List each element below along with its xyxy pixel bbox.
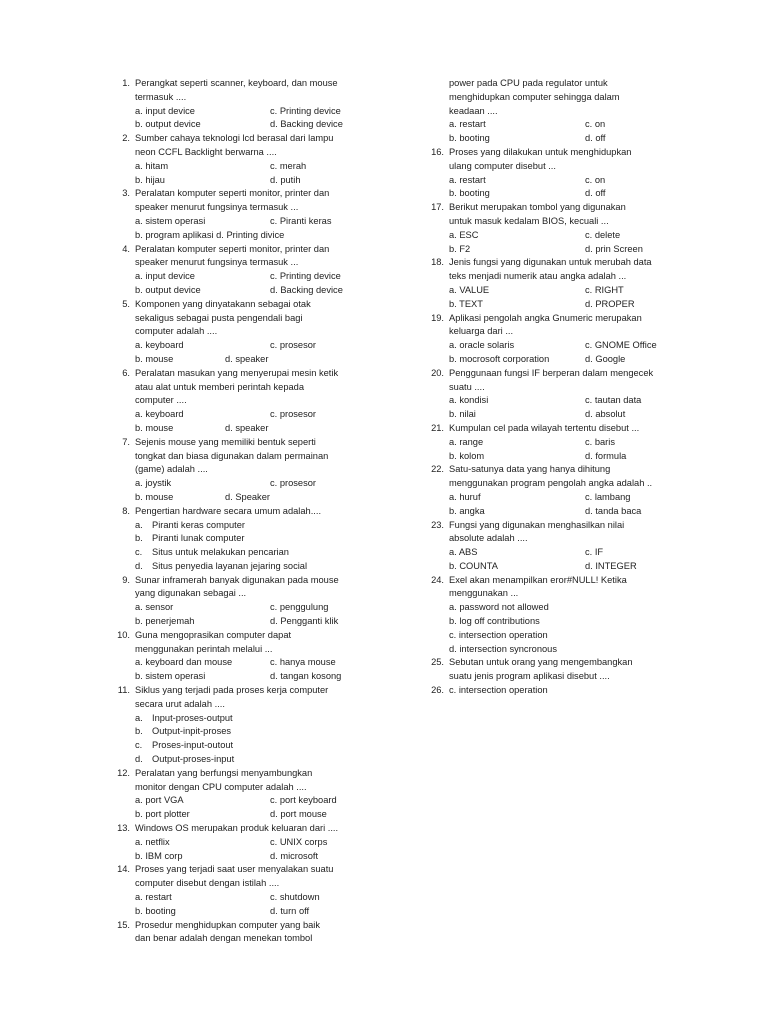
answer-option: d. microsoft	[270, 850, 319, 861]
answer-options	[135, 160, 391, 188]
question-item	[420, 422, 710, 463]
question-number: 21.	[431, 422, 444, 433]
answer-options	[449, 229, 710, 257]
answer-option: c. shutdown	[270, 892, 320, 903]
question-number: 19.	[431, 312, 444, 323]
question-text: Siklus yang terjadi pada proses kerja computer secara urut adalah ....	[135, 685, 329, 709]
answer-option: d. intersection syncronous	[449, 643, 558, 654]
question-number: 12.	[117, 767, 130, 778]
question-text: Perangkat seperti scanner, keyboard, dan mouse termasuk ....	[135, 78, 338, 102]
answer-option-line: b. program aplikasi d. Printing divice	[135, 229, 285, 240]
question-text: Peralatan masukan yang menyerupai mesin ketik atau alat untuk memberi perintah kepada computer ....	[135, 367, 339, 406]
option-letter: b.	[135, 726, 143, 737]
question-item	[420, 574, 710, 657]
answer-option: c. lambang	[585, 491, 631, 502]
question-item	[420, 367, 710, 422]
answer-option: d. Backing device	[270, 284, 343, 295]
answer-option: b. booting	[135, 905, 176, 916]
answer-option: c. port keyboard	[270, 795, 337, 806]
answer-option	[135, 739, 391, 753]
answer-option: a. sensor	[135, 602, 174, 613]
option-text: Proses-input-outout	[152, 740, 234, 751]
answer-option: b. mouse	[135, 491, 174, 502]
option-letter: c.	[135, 740, 143, 751]
question-text: Berikut merupakan tombol yang digunakan untuk masuk kedalam BIOS, kecuali ...	[449, 202, 626, 226]
question-item	[106, 684, 391, 767]
question-item	[106, 919, 391, 947]
question-text: c. intersection operation	[449, 685, 548, 696]
question-text: Pengertian hardware secara umum adalah....	[135, 505, 322, 516]
answer-option: a. password not allowed	[449, 602, 549, 613]
question-number: 10.	[117, 629, 130, 640]
answer-option: b. kolom	[449, 450, 485, 461]
answer-options	[135, 891, 391, 919]
answer-option: d. off	[585, 188, 606, 199]
answer-option: d. PROPER	[585, 298, 635, 309]
answer-option: d. Speaker	[225, 491, 270, 502]
answer-option: b. sistem operasi	[135, 671, 206, 682]
answer-option: c. IF	[585, 547, 604, 558]
answer-options	[449, 339, 710, 367]
answer-option: b. output device	[135, 284, 201, 295]
answer-option: b. mouse	[135, 353, 174, 364]
question-number: 22.	[431, 464, 444, 475]
answer-option: b. COUNTA	[449, 560, 498, 571]
option-text: Piranti lunak computer	[152, 533, 245, 544]
answer-option: a. port VGA	[135, 795, 184, 806]
answer-options	[449, 118, 710, 146]
answer-options	[135, 836, 391, 864]
question-text: Peralatan komputer seperti monitor, printer dan speaker menurut fungsinya termasuk ...	[135, 243, 330, 268]
option-letter: d.	[135, 560, 143, 571]
answer-option: a. oracle solaris	[449, 340, 515, 351]
answer-option: d. prin Screen	[585, 243, 643, 254]
question-text: Exel akan menampilkan eror#NULL! Ketika menggunakan ...	[449, 574, 627, 599]
question-item	[420, 656, 710, 684]
question-number: 1.	[122, 78, 130, 88]
question-text: Prosedur menghidupkan computer yang baik dan benar adalah dengan menekan tombol	[135, 919, 321, 944]
answer-option	[135, 712, 391, 726]
question-item	[420, 201, 710, 256]
answer-option	[135, 725, 391, 739]
question-item	[106, 77, 391, 132]
answer-option: d. formula	[585, 450, 627, 461]
question-text: Sunar inframerah banyak digunakan pada mouse yang digunakan sebagai ...	[135, 574, 339, 599]
question-number: 3.	[122, 188, 130, 199]
answer-option: d. turn off	[270, 905, 310, 916]
answer-options	[135, 601, 391, 629]
answer-option: a. input device	[135, 105, 195, 116]
answer-option: d. INTEGER	[585, 560, 637, 571]
answer-option: d. speaker	[225, 353, 269, 364]
answer-option	[135, 519, 391, 533]
question-number: 14.	[117, 864, 130, 875]
answer-options	[449, 436, 710, 464]
answer-options	[135, 215, 391, 229]
question-text: Sebutan untuk orang yang mengembangkan suatu jenis program aplikasi disebut ....	[449, 657, 633, 682]
question-item	[420, 684, 710, 698]
question-item	[106, 243, 391, 298]
question-number: 17.	[431, 202, 444, 213]
answer-option: d. off	[585, 133, 606, 144]
answer-option: d. Google	[585, 353, 626, 364]
answer-option: c. Printing device	[270, 105, 341, 116]
question-item	[420, 256, 710, 311]
question-item	[106, 863, 391, 918]
answer-option: a. restart	[449, 174, 486, 185]
question-number: 16.	[431, 146, 444, 157]
answer-option: d. port mouse	[270, 809, 327, 820]
answer-option: b. TEXT	[449, 298, 483, 309]
answer-option: c. prosesor	[270, 478, 316, 489]
answer-options	[449, 284, 710, 312]
answer-option: a. ESC	[449, 229, 479, 240]
answer-option: a. keyboard dan mouse	[135, 657, 233, 668]
right-column	[420, 77, 710, 698]
answer-option: c. GNOME Office	[585, 340, 657, 351]
answer-option: c. prosesor	[270, 340, 316, 351]
answer-option: c. merah	[270, 160, 307, 171]
question-text: Peralatan komputer seperti monitor, printer dan speaker menurut fungsinya termasuk ...	[135, 188, 330, 213]
answer-option	[135, 532, 391, 546]
question-number: 18.	[431, 257, 444, 268]
question-number: 6.	[122, 367, 130, 378]
question-number: 15.	[117, 919, 130, 930]
answer-options	[135, 491, 391, 505]
answer-options	[135, 105, 391, 133]
question-item	[106, 505, 391, 574]
answer-options	[449, 174, 710, 202]
option-text: Situs penyedia layanan jejaring social	[152, 560, 308, 571]
question-text: Kumpulan cel pada wilayah tertentu disebut ...	[449, 422, 640, 433]
answer-options	[135, 477, 391, 491]
answer-option: a. netflix	[135, 836, 170, 847]
option-letter: a.	[135, 712, 143, 723]
question-item	[106, 629, 391, 684]
option-letter: d.	[135, 754, 143, 765]
answer-options	[135, 656, 391, 684]
answer-option: b. booting	[449, 188, 490, 199]
question-item	[420, 519, 710, 574]
answer-option: a. keyboard	[135, 409, 184, 420]
option-text: Piranti keras computer	[152, 519, 246, 530]
answer-options	[135, 353, 391, 367]
answer-options	[135, 422, 391, 436]
question-text: Penggunaan fungsi IF berperan dalam mengecek suatu ....	[449, 367, 654, 392]
answer-options	[449, 394, 710, 422]
answer-options	[135, 794, 391, 822]
answer-option: d. speaker	[225, 422, 269, 433]
question-number: 13.	[117, 823, 130, 834]
answer-option: c. on	[585, 119, 606, 130]
answer-option	[135, 546, 391, 560]
question-item	[106, 767, 391, 822]
question-text: Jenis fungsi yang digunakan untuk merubah data teks menjadi numerik atau angka adalah ...	[449, 257, 652, 282]
answer-option-list	[135, 712, 391, 767]
answer-option: b. F2	[449, 243, 471, 254]
question-number: 23.	[431, 519, 444, 530]
answer-options	[449, 491, 710, 519]
question-item	[106, 822, 391, 863]
answer-option: c. Printing device	[270, 271, 341, 282]
question-text: Komponen yang dinyatakann sebagai otak sekaligus sebagai pusta pengendali bagi computer adalah ....	[135, 298, 311, 337]
answer-option: c. RIGHT	[585, 284, 624, 295]
question-item	[106, 187, 391, 242]
answer-option: c. tautan data	[585, 395, 642, 406]
question-number: 26.	[431, 685, 444, 696]
answer-option: b. mocrosoft corporation	[449, 353, 550, 364]
answer-option: d. tangan kosong	[270, 671, 342, 682]
question-item	[106, 436, 391, 505]
question-number: 5.	[122, 298, 130, 309]
answer-option: a. keyboard	[135, 340, 184, 351]
question-number: 8.	[122, 505, 130, 516]
question-text: Proses yang dilakukan untuk menghidupkan ulang computer disebut ...	[449, 146, 632, 171]
answer-option: a. restart	[449, 119, 486, 130]
question-text: Sejenis mouse yang memiliki bentuk seperti tongkat dan biasa digunakan dalam permainan (game) adalah ....	[135, 436, 329, 475]
answer-option	[135, 753, 391, 767]
question-continuation	[420, 77, 710, 146]
answer-option: c. Piranti keras	[270, 215, 332, 226]
question-number: 24.	[431, 574, 444, 585]
answer-option: a. ABS	[449, 547, 478, 558]
answer-option: c. on	[585, 174, 606, 185]
question-text: Aplikasi pengolah angka Gnumeric merupakan keluarga dari ...	[449, 312, 642, 337]
answer-option: b. angka	[449, 505, 485, 516]
option-text: Input-proses-output	[152, 712, 233, 723]
question-number: 7.	[122, 436, 130, 447]
answer-option: a. sistem operasi	[135, 215, 206, 226]
question-text: power pada CPU pada regulator untuk menghidupkan computer sehingga dalam keadaan ....	[449, 78, 620, 116]
answer-options	[135, 408, 391, 422]
question-number: 11.	[117, 685, 130, 696]
option-text: Output-inpit-proses	[152, 726, 232, 737]
question-item	[420, 463, 710, 518]
answer-option: c. baris	[585, 436, 615, 447]
question-item	[106, 132, 391, 187]
answer-option: b. hijau	[135, 174, 165, 185]
option-letter: c.	[135, 547, 143, 558]
answer-option: b. port plotter	[135, 809, 190, 820]
answer-option: c. hanya mouse	[270, 657, 336, 668]
answer-option: a. restart	[135, 892, 172, 903]
answer-option	[135, 560, 391, 574]
answer-option: b. IBM corp	[135, 850, 183, 861]
answer-options	[449, 546, 710, 574]
question-number: 20.	[431, 367, 444, 378]
answer-option: a. VALUE	[449, 284, 490, 295]
answer-option: b. booting	[449, 133, 490, 144]
question-text: Windows OS merupakan produk keluaran dari ....	[135, 823, 339, 834]
option-text: Situs untuk melakukan pencarian	[152, 547, 289, 558]
question-text: Guna mengoprasikan computer dapat menggunakan perintah melalui ...	[135, 629, 292, 654]
question-text: Sumber cahaya teknologi lcd berasal dari lampu neon CCFL Backlight berwarna ....	[135, 133, 334, 157]
answer-option: d. Backing device	[270, 119, 343, 130]
answer-option: b. log off contributions	[449, 616, 540, 627]
question-number: 25.	[431, 657, 444, 668]
answer-options	[135, 339, 391, 353]
answer-option: a. input device	[135, 271, 195, 282]
question-item	[106, 298, 391, 367]
option-text: Output-proses-input	[152, 754, 235, 765]
option-letter: b.	[135, 533, 143, 544]
option-letter: a.	[135, 519, 143, 530]
answer-option: c. intersection operation	[449, 629, 548, 640]
answer-option: c. prosesor	[270, 409, 316, 420]
question-item	[106, 367, 391, 436]
answer-option: d. tanda baca	[585, 505, 642, 516]
question-item	[420, 146, 710, 201]
question-text: Fungsi yang digunakan menghasilkan nilai absolute adalah ....	[449, 519, 625, 544]
question-text: Satu-satunya data yang hanya dihitung menggunakan program pengolah angka adalah ..	[449, 464, 653, 489]
left-column	[106, 77, 391, 946]
question-text: Peralatan yang berfungsi menyambungkan monitor dengan CPU computer adalah ....	[135, 767, 313, 792]
question-item	[420, 312, 710, 367]
answer-option: a. kondisi	[449, 395, 489, 406]
answer-option-list	[135, 519, 391, 574]
answer-option: d. Pengganti klik	[270, 616, 339, 627]
answer-option: a. hitam	[135, 160, 169, 171]
answer-option: b. penerjemah	[135, 616, 195, 627]
question-text: Proses yang terjadi saat user menyalakan suatu computer disebut dengan istilah ....	[135, 864, 334, 889]
answer-option: c. penggulung	[270, 602, 329, 613]
answer-option: b. nilai	[449, 409, 476, 420]
answer-option: b. output device	[135, 119, 201, 130]
question-number: 2.	[122, 133, 130, 144]
answer-option: c. UNIX corps	[270, 836, 328, 847]
answer-option: b. mouse	[135, 422, 174, 433]
answer-options	[135, 270, 391, 298]
answer-option: d. absolut	[585, 409, 626, 420]
answer-option: a. joystik	[135, 478, 172, 489]
answer-option: c. delete	[585, 229, 621, 240]
answer-option: d. putih	[270, 174, 301, 185]
answer-option: a. huruf	[449, 491, 481, 502]
question-number: 4.	[122, 243, 130, 254]
question-item	[106, 574, 391, 629]
answer-option: a. range	[449, 436, 484, 447]
question-number: 9.	[122, 574, 130, 585]
